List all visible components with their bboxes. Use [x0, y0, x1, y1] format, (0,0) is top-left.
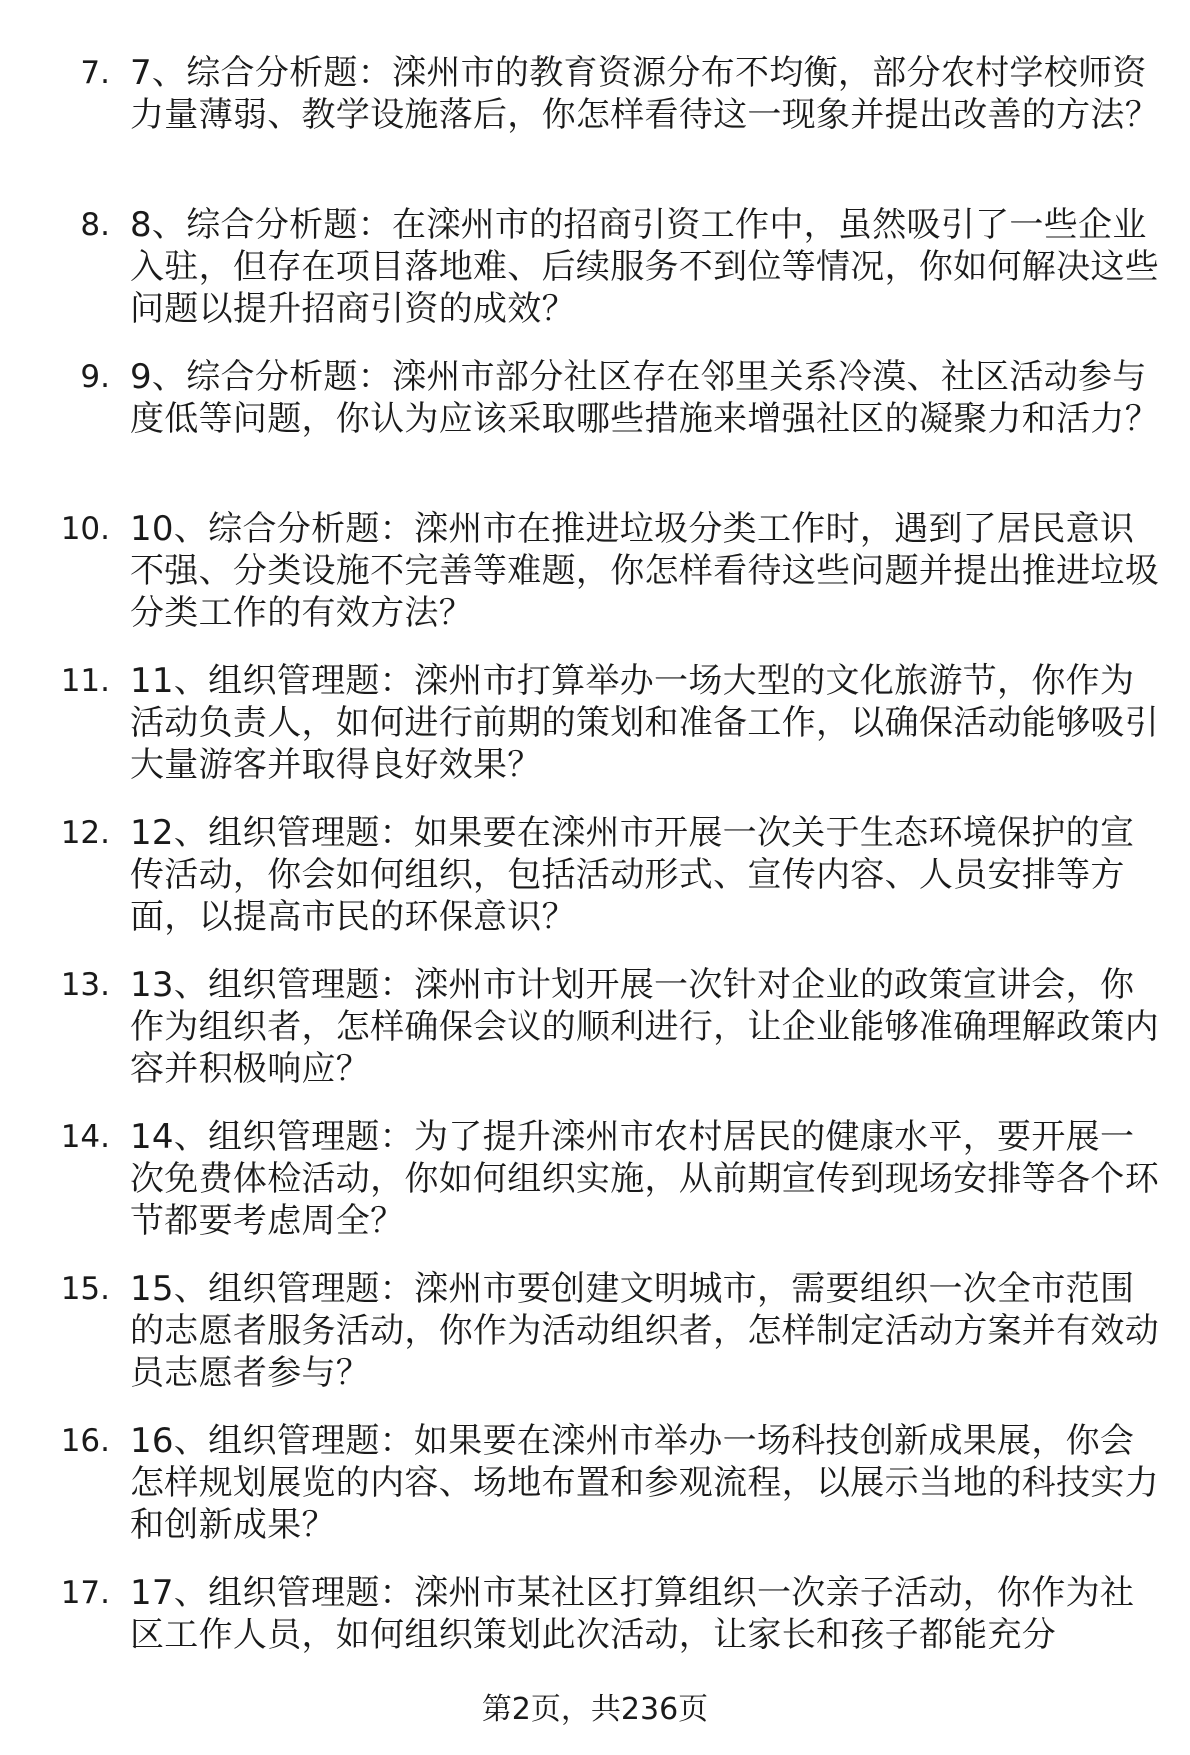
question-item — [0, 1116, 1190, 1240]
question-item — [0, 356, 1190, 480]
question-list — [0, 52, 1190, 1724]
question-item — [0, 52, 1190, 176]
question-item — [0, 1572, 1190, 1696]
question-text: 14、组织管理题：为了提升滦州市农村居民的健康水平，要开展一次免费体检活动，你如何组织实施，从前期宣传到现场安排等各个环节都要考虑周全？ — [130, 1117, 1159, 1241]
question-text: 9、综合分析题：滦州市部分社区存在邻里关系冷漠、社区活动参与度低等问题，你认为应该采取哪些措施来增强社区的凝聚力和活力？ — [130, 357, 1159, 439]
question-item — [0, 1268, 1190, 1392]
question-number: 16. — [60, 1423, 110, 1459]
question-number: 9. — [80, 359, 110, 395]
question-number: 15. — [60, 1271, 110, 1307]
question-item — [0, 508, 1190, 632]
question-number: 13. — [60, 967, 110, 1003]
question-item — [0, 1420, 1190, 1544]
question-number: 12. — [60, 815, 110, 851]
question-number: 8. — [80, 207, 110, 243]
question-item — [0, 812, 1190, 936]
question-text: 16、组织管理题：如果要在滦州市举办一场科技创新成果展，你会怎样规划展览的内容、场地布置和参观流程，以展示当地的科技实力和创新成果？ — [130, 1421, 1159, 1545]
page-footer: 第2页，共236页 — [481, 1692, 709, 1727]
question-text: 13、组织管理题：滦州市计划开展一次针对企业的政策宣讲会，你作为组织者，怎样确保会议的顺利进行，让企业能够准确理解政策内容并积极响应？ — [130, 965, 1159, 1089]
question-item — [0, 204, 1190, 328]
question-number: 10. — [60, 511, 110, 547]
question-text: 7、综合分析题：滦州市的教育资源分布不均衡，部分农村学校师资力量薄弱、教学设施落后，你怎样看待这一现象并提出改善的方法？ — [130, 53, 1159, 135]
question-item — [0, 660, 1190, 784]
question-text: 17、组织管理题：滦州市某社区打算组织一次亲子活动，你作为社区工作人员，如何组织策划此次活动，让家长和孩子都能充分 — [130, 1573, 1135, 1655]
question-number: 11. — [60, 663, 110, 699]
question-number: 17. — [60, 1575, 110, 1611]
question-text: 12、组织管理题：如果要在滦州市开展一次关于生态环境保护的宣传活动，你会如何组织，包括活动形式、宣传内容、人员安排等方面，以提高市民的环保意识？ — [130, 813, 1135, 937]
question-number: 14. — [60, 1119, 110, 1155]
question-text: 15、组织管理题：滦州市要创建文明城市，需要组织一次全市范围的志愿者服务活动，你作为活动组织者，怎样制定活动方案并有效动员志愿者参与？ — [130, 1269, 1159, 1393]
question-text: 8、综合分析题：在滦州市的招商引资工作中，虽然吸引了一些企业入驻，但存在项目落地难、后续服务不到位等情况，你如何解决这些问题以提升招商引资的成效？ — [130, 205, 1159, 329]
question-item — [0, 964, 1190, 1088]
question-text: 10、综合分析题：滦州市在推进垃圾分类工作时，遇到了居民意识不强、分类设施不完善等难题，你怎样看待这些问题并提出推进垃圾分类工作的有效方法？ — [130, 509, 1159, 633]
question-number: 7. — [80, 55, 110, 91]
question-text: 11、组织管理题：滦州市打算举办一场大型的文化旅游节，你作为活动负责人，如何进行前期的策划和准备工作，以确保活动能够吸引大量游客并取得良好效果？ — [130, 661, 1159, 785]
